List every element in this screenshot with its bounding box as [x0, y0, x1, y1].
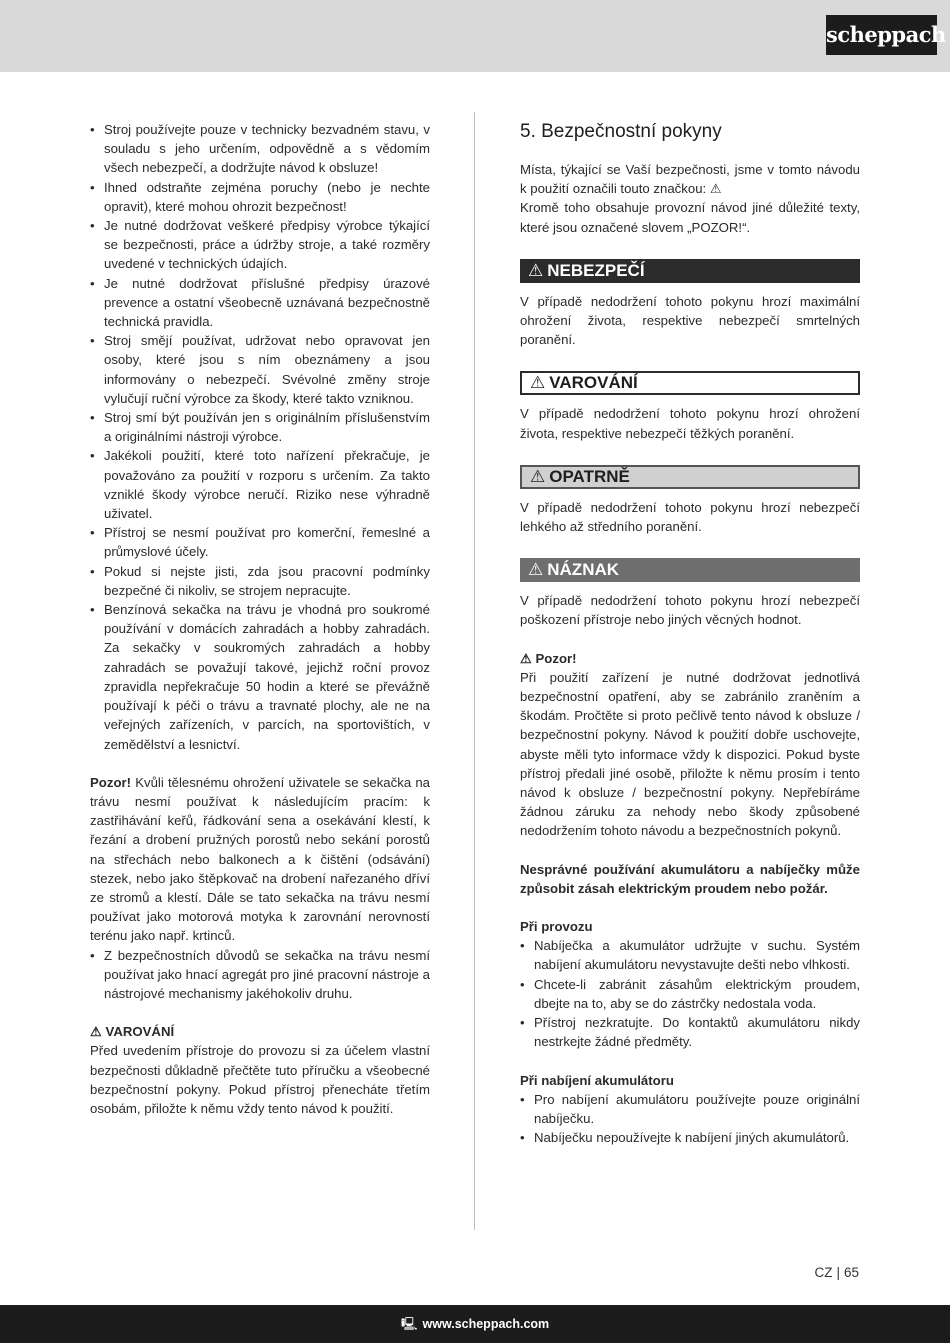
- list-item: • Ihned odstraňte zejména poruchy (nebo je nechte opravit), které mohou ohrozit bezpečnost!: [90, 178, 430, 216]
- pozor-list: [90, 946, 430, 1004]
- warning-icon: ⚠: [90, 1024, 106, 1040]
- footer-url[interactable]: www.scheppach.com: [422, 1317, 550, 1331]
- warning-triangle-icon: ⚠: [528, 560, 544, 580]
- warning-heading: ⚠ VAROVÁNÍ: [90, 1024, 175, 1040]
- charging-heading: Při nabíjení akumulátoru: [520, 1072, 674, 1088]
- header-bar: [0, 0, 950, 72]
- warning-triangle-icon: ⚠: [530, 466, 546, 486]
- section-title: 5. Bezpečnostní pokyny: [520, 121, 722, 142]
- operation-heading: Při provozu: [520, 919, 593, 935]
- signal-caution-text: V případě nedodržení tohoto pokynu hrozí nebezpečí lehkého až středního poranění.: [520, 499, 860, 535]
- scheppach-logo: scheppach: [826, 15, 937, 55]
- list-item: • Benzínová sekačka na trávu je vhodná pro soukromé používání v domácích zahradách a hobby zahradách. Za sekačky v soukromých zahradách a hobby zahradách se považují takové, jejichž roční provoz zpravidla nepřekračuje 50 hodin a které se převážně používají k péči o trávu a travnaté plochy, ale ne na veřejných zařízeních, v parcích, na sportovištích, v zemědělství a lesnictví.: [90, 600, 430, 754]
- signal-danger-text: V případě nedodržení tohoto pokynu hrozí maximální ohrožení života, respektive nebezpečí smrtelných poranění.: [520, 293, 860, 348]
- intro-text-2: Kromě toho obsahuje provozní návod jiné důležité texty, které jsou označené slovem „POZOR!“.: [520, 200, 860, 235]
- operation-list: [520, 936, 860, 1051]
- column-divider: [474, 112, 475, 1230]
- intro-text: Místa, týkající se Vaší bezpečnosti, jsme v tomto návodu k použití označili touto značkou: ⚠: [520, 162, 860, 197]
- pozor-label: Pozor!: [90, 774, 132, 790]
- pozor-heading: ⚠ Pozor!: [520, 650, 577, 666]
- list-item: • Přístroj nezkratujte. Do kontaktů akumulátoru nikdy nestrkejte žádné předměty.: [520, 1013, 860, 1051]
- right-column: [520, 120, 860, 1147]
- list-item: • Je nutné dodržovat příslušné předpisy úrazové prevence a ostatní všeobecně uznávaná bezpečnostně technická pravidla.: [90, 274, 430, 332]
- list-item: • Pro nabíjení akumulátoru používejte pouze originální nabíječku.: [520, 1090, 860, 1128]
- list-item: • Přístroj se nesmí používat pro komerční, řemeslné a průmyslové účely.: [90, 523, 430, 561]
- signal-notice-label: ⚠ NÁZNAK: [520, 558, 860, 582]
- signal-warning-label: ⚠ VAROVÁNÍ: [520, 371, 860, 395]
- list-item: • Jakékoli použití, které toto nařízení překračuje, je považováno za použití v rozporu s určením. Za takto vzniklé škody výrobce neručí. Riziko nese výhradně uživatel.: [90, 446, 430, 523]
- warning-text: Před uvedením přístroje do provozu si za účelem vlastní bezpečnosti důkladně přečtěte tuto příručku a všeobecné bezpečnostní pokyny. Pokud přístroj přenecháte třetím osobám, přiložte k němu vždy tento návod k použití.: [90, 1043, 430, 1116]
- usage-rules-list: [90, 120, 430, 754]
- left-column: [90, 120, 430, 1118]
- signal-warning-text: V případě nedodržení tohoto pokynu hrozí ohrožení života, respektive nebezpečí těžkých poranění.: [520, 406, 860, 441]
- pozor-text: Při použití zařízení je nutné dodržovat jednotlivá bezpečnostní opatření, aby se zabránilo zraněním a škodám. Pročtěte si proto pečlivě tento návod k obsluze / bezpečnostní pokyny. Návod k použití dobře uschovejte, abyste měli tyto informace vždy k dispozici. Pokud byste přístroj předali jiné osobě, přiložte k němu prosím i tento návod k obsluze / bezpečnostní pokyny. Nepřebíráme žádnou záruku za nehody nebo škody způsobené nedodržením tohoto návodu a bezpečnostních pokynů.: [520, 669, 860, 839]
- list-item: • Nabíječka a akumulátor udržujte v suchu. Systém nabíjení akumulátoru nevystavujte dešti nebo vlhkosti.: [520, 936, 860, 974]
- page-number: CZ | 65: [814, 1265, 859, 1280]
- list-item: • Z bezpečnostních důvodů se sekačka na trávu nesmí používat jako hnací agregát pro jiné pracovní nástroje a nástrojové mechanismy jakéhokoliv druhu.: [90, 946, 430, 1004]
- pozor-paragraph: [90, 773, 430, 946]
- list-item: • Je nutné dodržovat veškeré předpisy výrobce týkající se bezpečnosti, práce a údržby stroje, a také rozměry uvedené v technických údajích.: [90, 216, 430, 274]
- signal-danger-label: ⚠ NEBEZPEČÍ: [520, 259, 860, 283]
- signal-caution-label: ⚠ OPATRNĚ: [520, 465, 860, 489]
- warning-triangle-icon: ⚠: [528, 260, 544, 280]
- footer-bar: [0, 1305, 950, 1343]
- computer-icon: 🖳: [400, 1317, 418, 1331]
- list-item: • Stroj používejte pouze v technicky bezvadném stavu, v souladu s jeho určením, odpovědně a s vědomím všech nebezpečí, a dodržujte návod k obsluze!: [90, 120, 430, 178]
- charging-list: [520, 1090, 860, 1148]
- list-item: • Pokud si nejste jisti, zda jsou pracovní podmínky bezpečné či nikoliv, se strojem nepracujte.: [90, 562, 430, 600]
- list-item: • Stroj smějí používat, udržovat nebo opravovat jen osoby, které jsou s ním obeznámeny a jsou informovány o nebezpečí. Svévolné změny stroje vylučují ruční výrobce za škody, které takto vzniknou.: [90, 331, 430, 408]
- warning-triangle-icon: ⚠: [530, 373, 546, 393]
- list-item: • Chcete-li zabránit zásahům elektrickým proudem, dbejte na to, aby se do zástrčky nedostala voda.: [520, 975, 860, 1013]
- list-item: • Stroj smí být používán jen s originálním příslušenstvím a originálními nástroji výrobce.: [90, 408, 430, 446]
- list-item: • Nabíječku nepoužívejte k nabíjení jiných akumulátorů.: [520, 1128, 860, 1147]
- battery-warning: Nesprávné používání akumulátoru a nabíječky může způsobit zásah elektrickým proudem nebo požár.: [520, 861, 860, 896]
- pozor-text: Kvůli tělesnému ohrožení uživatele se sekačka na trávu nesmí používat k následujícím pracím: k zastřihávání keřů, řádkování sena a osekávání klestí, k řezání a drobení pružných porostů nebo sekání porostů na střechách nebo balkonech a k čištění (odsávání) stezek, nebo jako štěpkovač na drobení nařezaného dříví ze stromů a klestí. Dále se tato sekačka na trávu nesmí používat jako motorová motyka k zarovnání nerovností terénu jako např. krtinců.: [90, 774, 430, 944]
- warning-icon: ⚠: [520, 650, 536, 666]
- signal-notice-text: V případě nedodržení tohoto pokynu hrozí nebezpečí poškození přístroje nebo jiných věcných hodnot.: [520, 593, 860, 628]
